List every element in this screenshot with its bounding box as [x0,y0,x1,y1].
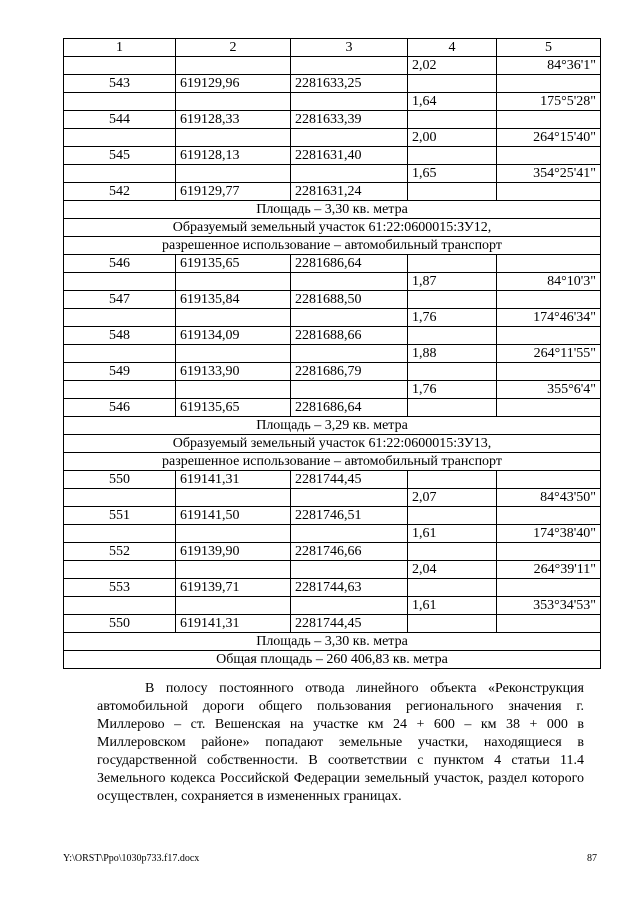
x-coordinate-cell: 619139,90 [176,543,291,561]
x-coordinate-cell: 619139,71 [176,579,291,597]
point-row [64,291,601,309]
empty-cell [176,345,291,363]
summary-cell: Образуемый земельный участок 61:22:0600015:ЗУ12, [64,219,601,237]
point-number-cell: 547 [64,291,176,309]
y-coordinate-cell: 2281631,40 [291,147,408,165]
point-row [64,183,601,201]
segment-length-cell: 2,02 [408,57,497,75]
point-number-cell: 542 [64,183,176,201]
empty-cell [291,561,408,579]
y-coordinate-cell: 2281744,45 [291,615,408,633]
point-row [64,327,601,345]
empty-cell [497,75,601,93]
direction-angle-cell: 354°25'41" [497,165,601,183]
point-number-cell: 546 [64,399,176,417]
y-coordinate-cell: 2281631,24 [291,183,408,201]
segment-length-cell: 1,61 [408,525,497,543]
empty-cell [176,93,291,111]
x-coordinate-cell: 619141,50 [176,507,291,525]
table-header-row [64,39,601,57]
y-coordinate-cell: 2281746,51 [291,507,408,525]
empty-cell [291,309,408,327]
summary-row [64,633,601,651]
point-row [64,543,601,561]
y-coordinate-cell: 2281686,64 [291,399,408,417]
empty-cell [408,327,497,345]
empty-cell [176,57,291,75]
empty-cell [408,111,497,129]
empty-cell [64,93,176,111]
empty-cell [408,543,497,561]
empty-cell [176,381,291,399]
x-coordinate-cell: 619128,33 [176,111,291,129]
empty-cell [64,129,176,147]
summary-row [64,219,601,237]
direction-angle-cell: 264°15'40" [497,129,601,147]
empty-cell [408,363,497,381]
direction-angle-cell: 84°43'50" [497,489,601,507]
segment-length-cell: 2,04 [408,561,497,579]
empty-cell [497,363,601,381]
point-number-cell: 545 [64,147,176,165]
empty-cell [291,93,408,111]
empty-cell [497,147,601,165]
direction-angle-cell: 84°36'1" [497,57,601,75]
point-number-cell: 543 [64,75,176,93]
empty-cell [176,309,291,327]
empty-cell [291,489,408,507]
segment-length-cell: 1,65 [408,165,497,183]
empty-cell [408,183,497,201]
empty-cell [176,489,291,507]
empty-cell [64,57,176,75]
point-number-cell: 549 [64,363,176,381]
point-number-cell: 544 [64,111,176,129]
column-header: 4 [408,39,497,57]
x-coordinate-cell: 619129,77 [176,183,291,201]
y-coordinate-cell: 2281688,50 [291,291,408,309]
column-header: 2 [176,39,291,57]
point-number-cell: 546 [64,255,176,273]
point-row [64,75,601,93]
x-coordinate-cell: 619141,31 [176,615,291,633]
empty-cell [497,399,601,417]
y-coordinate-cell: 2281633,39 [291,111,408,129]
point-number-cell: 550 [64,471,176,489]
direction-angle-cell: 264°39'11" [497,561,601,579]
direction-angle-cell: 174°46'34" [497,309,601,327]
empty-cell [497,183,601,201]
empty-cell [176,165,291,183]
y-coordinate-cell: 2281686,79 [291,363,408,381]
empty-cell [408,75,497,93]
point-number-cell: 552 [64,543,176,561]
empty-cell [291,597,408,615]
empty-cell [497,291,601,309]
segment-row [64,525,601,543]
point-row [64,399,601,417]
direction-angle-cell: 84°10'3" [497,273,601,291]
y-coordinate-cell: 2281633,25 [291,75,408,93]
empty-cell [176,525,291,543]
empty-cell [497,327,601,345]
point-number-cell: 548 [64,327,176,345]
point-number-cell: 553 [64,579,176,597]
empty-cell [291,381,408,399]
x-coordinate-cell: 619128,13 [176,147,291,165]
x-coordinate-cell: 619133,90 [176,363,291,381]
summary-cell: разрешенное использование – автомобильный транспорт [64,453,601,471]
coordinates-table-body [64,39,601,669]
x-coordinate-cell: 619135,65 [176,399,291,417]
segment-length-cell: 1,64 [408,93,497,111]
empty-cell [64,309,176,327]
point-row [64,507,601,525]
footer-page-number: 87 [587,853,597,864]
empty-cell [291,57,408,75]
empty-cell [176,273,291,291]
empty-cell [64,489,176,507]
y-coordinate-cell: 2281686,64 [291,255,408,273]
empty-cell [408,615,497,633]
empty-cell [408,291,497,309]
point-row [64,615,601,633]
direction-angle-cell: 264°11'55" [497,345,601,363]
direction-angle-cell: 175°5'28" [497,93,601,111]
empty-cell [291,525,408,543]
point-row [64,579,601,597]
empty-cell [64,273,176,291]
empty-cell [291,129,408,147]
empty-cell [408,255,497,273]
point-row [64,147,601,165]
summary-cell: Площадь – 3,30 кв. метра [64,201,601,219]
empty-cell [64,345,176,363]
segment-row [64,309,601,327]
x-coordinate-cell: 619134,09 [176,327,291,345]
direction-angle-cell: 174°38'40" [497,525,601,543]
x-coordinate-cell: 619135,65 [176,255,291,273]
empty-cell [408,507,497,525]
empty-cell [408,579,497,597]
empty-cell [64,165,176,183]
empty-cell [64,525,176,543]
direction-angle-cell: 353°34'53" [497,597,601,615]
empty-cell [497,543,601,561]
segment-row [64,489,601,507]
empty-cell [408,471,497,489]
empty-cell [176,561,291,579]
segment-length-cell: 1,76 [408,309,497,327]
empty-cell [497,579,601,597]
segment-row [64,93,601,111]
paragraph-text: В полосу постоянного отвода линейного объекта «Реконструкция автомобильной дороги общего пользования регионального значения г. Миллерово – ст. Вешенская на участке км 24 + 600 – км 38 + 000 в Миллеровском районе» попадают земельные участки, находящиеся в государственной собственности. В соответствии с пунктом 4 статьи 11.4 Земельного кодекса Российской Федерации земельный участок, раздел которого осуществлен, сохраняется в измененных границах. [97,681,584,804]
point-row [64,255,601,273]
point-row [64,363,601,381]
summary-cell: Площадь – 3,30 кв. метра [64,633,601,651]
segment-length-cell: 1,76 [408,381,497,399]
footer-file-path: Y:\ORST\Ppo\1030p733.f17.docx [63,853,200,864]
direction-angle-cell: 355°6'4" [497,381,601,399]
empty-cell [291,345,408,363]
empty-cell [408,147,497,165]
empty-cell [176,129,291,147]
column-header: 1 [64,39,176,57]
y-coordinate-cell: 2281744,63 [291,579,408,597]
summary-row [64,435,601,453]
segment-length-cell: 1,87 [408,273,497,291]
point-row [64,471,601,489]
empty-cell [497,471,601,489]
segment-row [64,345,601,363]
segment-row [64,561,601,579]
x-coordinate-cell: 619141,31 [176,471,291,489]
empty-cell [497,507,601,525]
summary-cell: Образуемый земельный участок 61:22:0600015:ЗУ13, [64,435,601,453]
summary-row [64,453,601,471]
column-header: 5 [497,39,601,57]
point-row [64,111,601,129]
empty-cell [291,165,408,183]
y-coordinate-cell: 2281688,66 [291,327,408,345]
coordinates-table [63,38,601,669]
segment-length-cell: 2,00 [408,129,497,147]
summary-cell: Общая площадь – 260 406,83 кв. метра [64,651,601,669]
segment-row [64,273,601,291]
point-number-cell: 550 [64,615,176,633]
empty-cell [291,273,408,291]
segment-row [64,165,601,183]
x-coordinate-cell: 619135,84 [176,291,291,309]
empty-cell [497,255,601,273]
empty-cell [497,615,601,633]
segment-length-cell: 1,88 [408,345,497,363]
empty-cell [64,597,176,615]
empty-cell [64,381,176,399]
summary-cell: разрешенное использование – автомобильный транспорт [64,237,601,255]
x-coordinate-cell: 619129,96 [176,75,291,93]
summary-row [64,201,601,219]
body-paragraph [97,680,584,806]
empty-cell [497,111,601,129]
segment-row [64,129,601,147]
summary-row [64,237,601,255]
summary-row [64,417,601,435]
empty-cell [64,561,176,579]
summary-cell: Площадь – 3,29 кв. метра [64,417,601,435]
empty-cell [176,597,291,615]
column-header: 3 [291,39,408,57]
y-coordinate-cell: 2281744,45 [291,471,408,489]
empty-cell [408,399,497,417]
summary-row [64,651,601,669]
point-number-cell: 551 [64,507,176,525]
segment-row [64,381,601,399]
segment-length-cell: 2,07 [408,489,497,507]
y-coordinate-cell: 2281746,66 [291,543,408,561]
segment-length-cell: 1,61 [408,597,497,615]
segment-row [64,57,601,75]
segment-row [64,597,601,615]
